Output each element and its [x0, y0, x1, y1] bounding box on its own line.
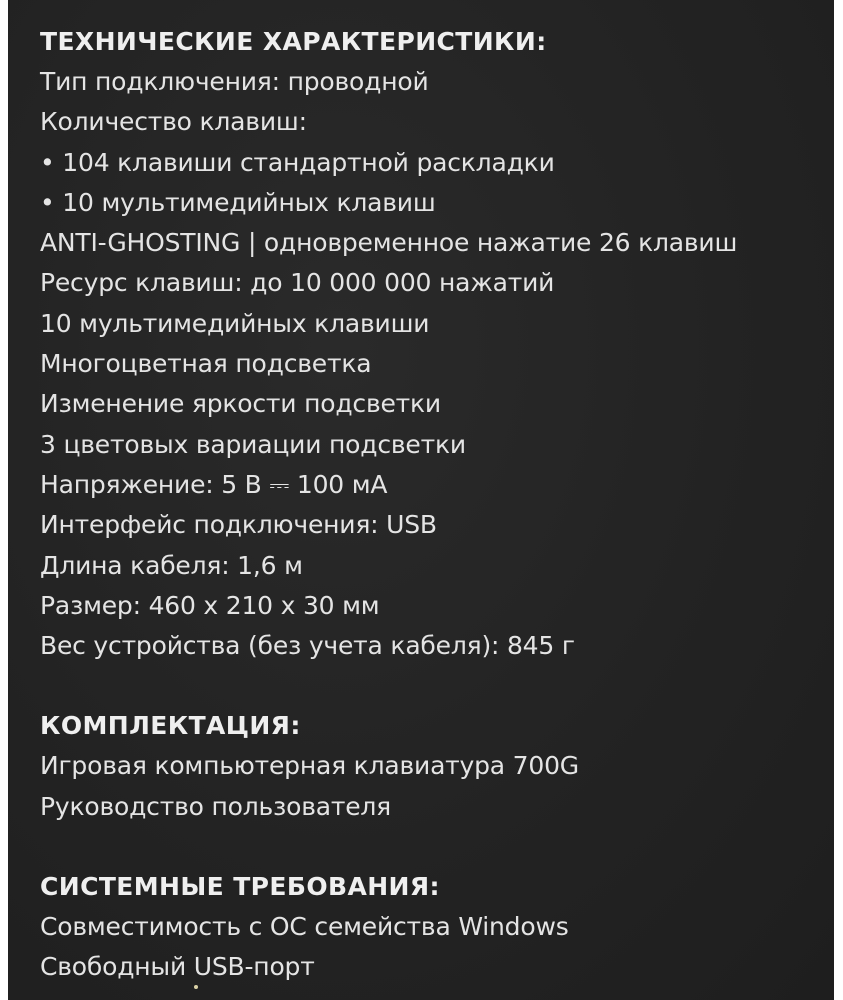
section-spacer — [40, 827, 834, 867]
spec-line: Вес устройства (без учета кабеля): 845 г — [40, 631, 575, 661]
spec-text-block — [40, 22, 834, 988]
specs-heading: ТЕХНИЧЕСКИЕ ХАРАКТЕРИСТИКИ: — [40, 27, 547, 56]
requirement-line: Свободный USB-порт — [40, 952, 315, 982]
spec-line: ANTI-GHOSTING | одновременное нажатие 26 клавиш — [40, 228, 738, 258]
system-requirements-heading: СИСТЕМНЫЕ ТРЕБОВАНИЯ: — [40, 872, 440, 902]
spec-line: Многоцветная подсветка — [40, 349, 372, 379]
package-contents-heading: КОМПЛЕКТАЦИЯ: — [40, 711, 301, 741]
spec-line: Длина кабеля: 1,6 м — [40, 550, 303, 580]
spec-line: Ресурс клавиш: до 10 000 000 нажатий — [40, 268, 555, 298]
packaging-panel — [8, 0, 834, 1000]
requirement-line: Совместимость с ОС семейства Windows — [40, 912, 569, 942]
spec-line: • 104 клавиши стандартной раскладки — [40, 147, 555, 177]
spec-line: Интерфейс подключения: USB — [40, 510, 437, 540]
section-spacer — [40, 666, 834, 706]
spec-line: Тип подключения: проводной — [40, 67, 429, 96]
spec-line: Размер: 460 x 210 x 30 мм — [40, 590, 380, 620]
spec-line: Напряжение: 5 В ⎓ 100 мА — [40, 469, 388, 499]
package-item: Руководство пользователя — [40, 791, 392, 821]
spec-line: • 10 мультимедийных клавиш — [40, 187, 436, 217]
spec-line: 10 мультимедийных клавиши — [40, 308, 430, 338]
print-speck — [194, 985, 198, 989]
package-item: Игровая компьютерная клавиатура 700G — [40, 751, 579, 781]
spec-line: Количество клавиш: — [40, 107, 307, 137]
spec-line: 3 цветовых вариации подсветки — [40, 429, 466, 459]
spec-line: Изменение яркости подсветки — [40, 389, 441, 419]
